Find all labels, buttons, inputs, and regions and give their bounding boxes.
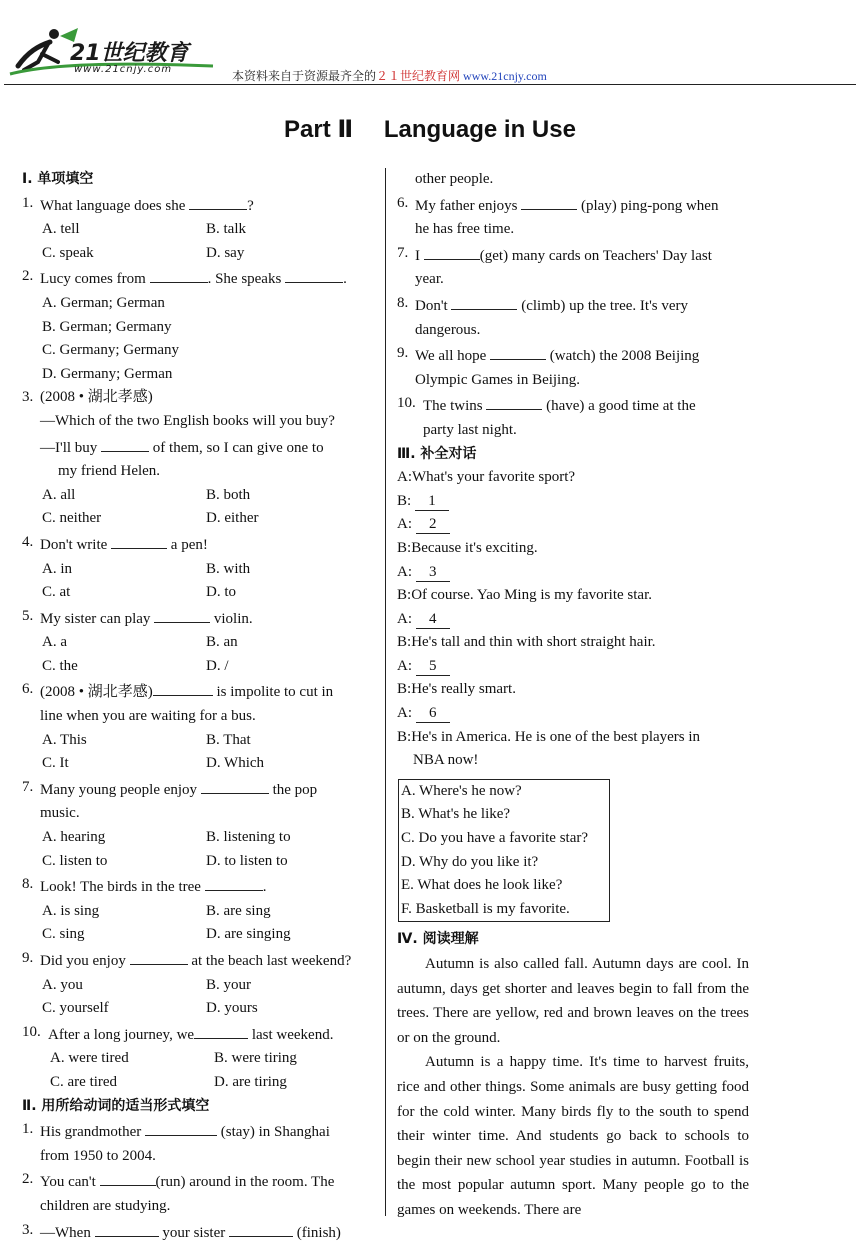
answer-blank [424,242,480,260]
dialogue-line: A: 5 [397,655,749,679]
title-part: Part Ⅱ [284,116,354,143]
fill-6: 6. My father enjoys (play) ping-pong when [397,192,749,219]
box-option: B. What's he like? [401,806,511,823]
question-3-line-2: —I'll buy of them, so I can give one to [22,434,374,461]
option: A. were tired [50,1050,129,1067]
option: D. yours [206,1000,258,1017]
fill-3-continued: other people. [415,171,494,187]
option: B. listening to [206,829,291,846]
dialogue-blank: 2 [416,515,450,534]
option: C. It [42,755,69,772]
answer-blank [194,1021,248,1039]
fill-6-line-2: he has free time. [415,221,515,238]
dialogue-line: B:He's in America. He is one of the best players in [397,728,701,745]
title-name: Language in Use [383,116,576,143]
fill-2-line-2: children are studying. [40,1197,171,1214]
header-note-prefix: 本资料来自于资源最齐全的 [232,69,377,83]
dialogue-line: A:What's your favorite sport? [397,469,576,486]
option: B. both [206,486,251,503]
question-1-options [22,218,374,265]
question-1: 1. What language does she ? [22,192,374,219]
answer-blank [101,434,149,452]
answer-blank [150,265,208,283]
option: D. Germany; German [42,365,173,382]
dialogue-line: B:Because it's exciting. [397,539,538,556]
question-2-options [22,292,374,386]
header-note-site: ２１世纪教育网 [376,69,461,83]
left-column [22,168,374,1245]
question-3-line-3: my friend Helen. [58,463,161,480]
dialogue-blank: 1 [415,492,449,511]
dialogue-blank: 3 [416,563,450,582]
answer-blank [229,1219,293,1237]
fill-2: 2. You can't (run) around in the room. The [22,1168,374,1195]
question-3-line-1: —Which of the two English books will you buy? [40,412,335,429]
header-rule [4,84,856,85]
fill-8: 8. Don't (climb) up the tree. It's very [397,292,749,319]
dialogue-line: A: 4 [397,608,749,632]
option: B. your [206,976,251,993]
option: C. speak [42,244,94,261]
option: A. is sing [42,902,100,919]
question-6-options [22,729,374,776]
fill-3: 3. —When your sister (finish) [22,1219,374,1245]
answer-blank [153,678,213,696]
option: D. to [206,584,236,601]
fill-9: 9. We all hope (watch) the 2008 Beijing [397,342,749,369]
dialogue-line: B:He's tall and thin with short straight hair. [397,634,656,651]
option: B. an [206,634,238,651]
option: D. either [206,510,259,527]
dialogue-line: A: 2 [397,513,749,537]
section-heading-1: Ⅰ. 单项填空 [22,171,94,187]
dialogue-line: A: 3 [397,561,749,585]
logo-text: 21世纪教育 [70,41,189,66]
answer-blank [521,192,577,210]
option: B. German; Germany [42,318,172,335]
answer-blank [285,265,343,283]
question-9: 9. Did you enjoy at the beach last weekend? [22,947,374,974]
answer-blank [111,531,167,549]
answer-blank [145,1118,217,1136]
right-column [397,168,749,1223]
dialogue-blank: 5 [416,657,450,676]
box-option: C. Do you have a favorite star? [401,830,589,847]
answer-blank [100,1168,156,1186]
page-header [0,0,860,86]
answer-blank [451,292,517,310]
option: C. are tired [50,1073,118,1090]
header-note [232,67,547,84]
question-10: 10. After a long journey, we last weekend. [22,1021,374,1048]
question-7-line-2: music. [40,805,80,822]
option: A. you [42,976,83,993]
question-5: 5. My sister can play violin. [22,605,374,632]
question-8-options [22,900,374,947]
section-heading-3: Ⅲ. 补全对话 [397,445,477,462]
option: A. This [42,731,87,748]
fill-9-line-2: Olympic Games in Beijing. [415,371,580,388]
section-heading-4: Ⅳ. 阅读理解 [397,931,479,948]
question-4: 4. Don't write a pen! [22,531,374,558]
fill-10: 10. The twins (have) a good time at the [397,392,749,419]
dialogue-line: B:Of course. Yao Ming is my favorite star. [397,587,652,604]
answer-blank [95,1219,159,1237]
option: C. neither [42,510,102,527]
dialogue-line: B:He's really smart. [397,681,516,698]
answer-blank [189,192,247,210]
question-10-options [22,1047,374,1094]
question-3: 3. (2008 • 湖北孝感) [22,389,153,406]
fill-8-line-2: dangerous. [415,321,481,338]
answer-blank [205,873,263,891]
question-5-options [22,631,374,678]
option: B. are sing [206,902,271,919]
option: C. yourself [42,1000,109,1017]
fill-1: 1. His grandmother (stay) in Shanghai [22,1118,374,1145]
answer-blank [486,392,542,410]
box-option: A. Where's he now? [401,782,522,799]
option: B. That [206,731,251,748]
option: C. Germany; Germany [42,342,180,359]
option: A. tell [42,221,80,238]
box-option: F. Basketball is my favorite. [401,900,570,917]
question-7-options [22,826,374,873]
section-heading-2: Ⅱ. 用所给动词的适当形式填空 [22,1097,210,1114]
fill-7-line-2: year. [415,271,444,288]
box-option: E. What does he look like? [401,877,563,894]
dialogue-line: A: 6 [397,702,749,726]
option: D. / [206,657,229,674]
header-note-url[interactable]: www.21cnjy.com [463,69,547,83]
option: C. at [42,584,71,601]
dialogue-blank: 6 [416,704,450,723]
reading-paragraph-2: Autumn is a happy time. It's time to harvest fruits, rice and other things. Some animals are busy getting food for the cold winter. Many birds fly to the south to spend their winter time. And students go back to schools to begin their new school year studies in autumn. Football is the most popular autumn sport. Many people go to the games on weekends. There are [397,1054,749,1218]
fill-10-line-2: party last night. [423,421,517,438]
option: C. sing [42,926,85,943]
question-6-line-2: line when you are waiting for a bus. [40,708,256,725]
option: D. say [206,244,245,261]
fill-7: 7. I (get) many cards on Teachers' Day last [397,242,749,269]
option: A. hearing [42,829,106,846]
option: D. are tiring [214,1073,287,1090]
dialogue [397,466,749,773]
fill-1-line-2: from 1950 to 2004. [40,1147,156,1164]
option: A. all [42,486,76,503]
option: A. in [42,560,72,577]
option: D. Which [206,755,265,772]
option: D. are singing [206,926,291,943]
question-9-options [22,974,374,1021]
option: A. German; German [42,294,165,311]
option: B. talk [206,221,246,238]
question-8: 8. Look! The birds in the tree . [22,873,374,900]
column-divider [385,168,386,1216]
reading-paragraph-1: Autumn is also called fall. Autumn days are cool. In autumn, days get shorter and leaves begin to fall from the trees. There are yellow, red and brown leaves on the trees or on the ground. [397,956,749,1046]
answer-blank [490,342,546,360]
logo-subtext: www.21cnjy.com [74,64,173,75]
option: C. listen to [42,852,108,869]
page-title [0,115,860,144]
answer-blank [154,605,210,623]
box-option: D. Why do you like it? [401,853,539,870]
answer-blank [201,776,269,794]
question-7: 7. Many young people enjoy the pop [22,776,374,803]
option: C. the [42,657,78,674]
dialogue-options-box [398,779,610,923]
question-4-options [22,558,374,605]
option: B. with [206,560,251,577]
dialogue-line-tail: NBA now! [413,752,479,769]
question-3-options [22,484,374,531]
option: A. a [42,634,67,651]
answer-blank [130,947,188,965]
question-6: 6. (2008 • 湖北孝感) is impolite to cut in [22,678,374,705]
dialogue-line: B: 1 [397,490,749,514]
option: B. were tiring [214,1050,297,1067]
dialogue-blank: 4 [416,610,450,629]
option: D. to listen to [206,852,288,869]
question-2: 2. Lucy comes from . She speaks . [22,265,374,292]
